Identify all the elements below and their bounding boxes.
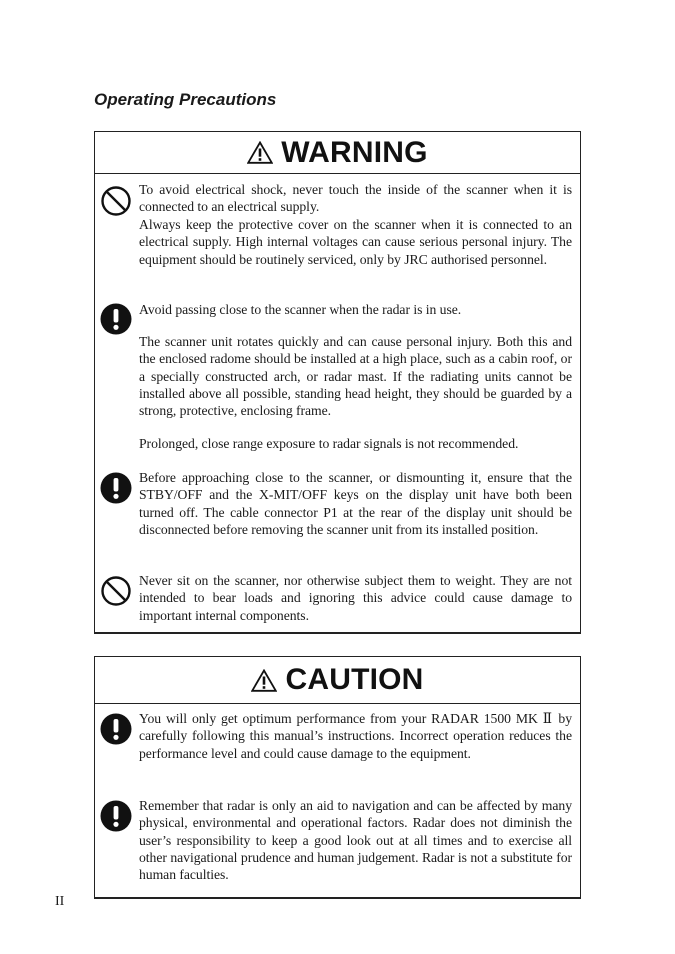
page-number: II <box>55 894 65 909</box>
warning-paragraph: Prolonged, close range exposure to radar signals is not recommended. <box>139 436 519 451</box>
warning-triangle-icon <box>251 669 277 692</box>
caution-paragraph: Remember that radar is only an aid to navigation and can be affected by many physical, environmental and operational factors. Radar does not diminish the user’s responsibility to keep a good look out at all times and to exercise all other navigational prudence and human judgement. Radar is not a substitute for human faculties. <box>139 798 572 883</box>
warning-header <box>95 132 580 174</box>
warning-paragraph: The scanner unit rotates quickly and can cause personal injury. Both this and the enclosed radome should be installed at a high place, such as a cabin roof, or a specially constructed arch, or radar mast. If the radiating units cannot be installed above all possible, standing head height, they should be guarded by a strong, protective, enclosing frame. <box>139 334 572 419</box>
section-title: Operating Precautions <box>94 90 277 109</box>
warning-paragraph: Avoid passing close to the scanner when the radar is in use. <box>139 302 462 317</box>
warning-paragraph: To avoid electrical shock, never touch the inside of the scanner when it is connected to an electrical supply. <box>139 182 572 215</box>
exclamation-icon <box>100 800 132 832</box>
caution-header <box>95 657 580 704</box>
exclamation-icon <box>100 303 132 335</box>
warning-heading: WARNING <box>281 135 428 169</box>
warning-paragraph: Never sit on the scanner, nor otherwise subject them to weight. They are not intended to bear loads and ignoring this advice could cause damage to important internal components. <box>139 573 572 623</box>
caution-heading: CAUTION <box>285 663 424 696</box>
warning-paragraph: Always keep the protective cover on the scanner when it is connected to an electrical supply. High internal voltages can cause serious personal injury. The equipment should be routinely serviced, only by JRC authorised personnel. <box>139 217 572 267</box>
warning-box <box>94 131 581 634</box>
prohibition-icon <box>100 575 132 607</box>
caution-box <box>94 656 581 899</box>
prohibition-icon <box>100 185 132 217</box>
warning-paragraph: Before approaching close to the scanner, or dismounting it, ensure that the STBY/OFF and the X-MIT/OFF keys on the display unit have both been turned off. The cable connector P1 at the rear of the display unit should be disconnected before removing the scanner unit from its installed position. <box>139 470 572 537</box>
caution-paragraph: You will only get optimum performance from your RADAR 1500 MK Ⅱ by carefully following this manual’s instructions. Incorrect operation reduces the performance level and could cause damage to the equipment. <box>139 711 572 761</box>
exclamation-icon <box>100 472 132 504</box>
warning-triangle-icon <box>247 141 273 164</box>
exclamation-icon <box>100 713 132 745</box>
